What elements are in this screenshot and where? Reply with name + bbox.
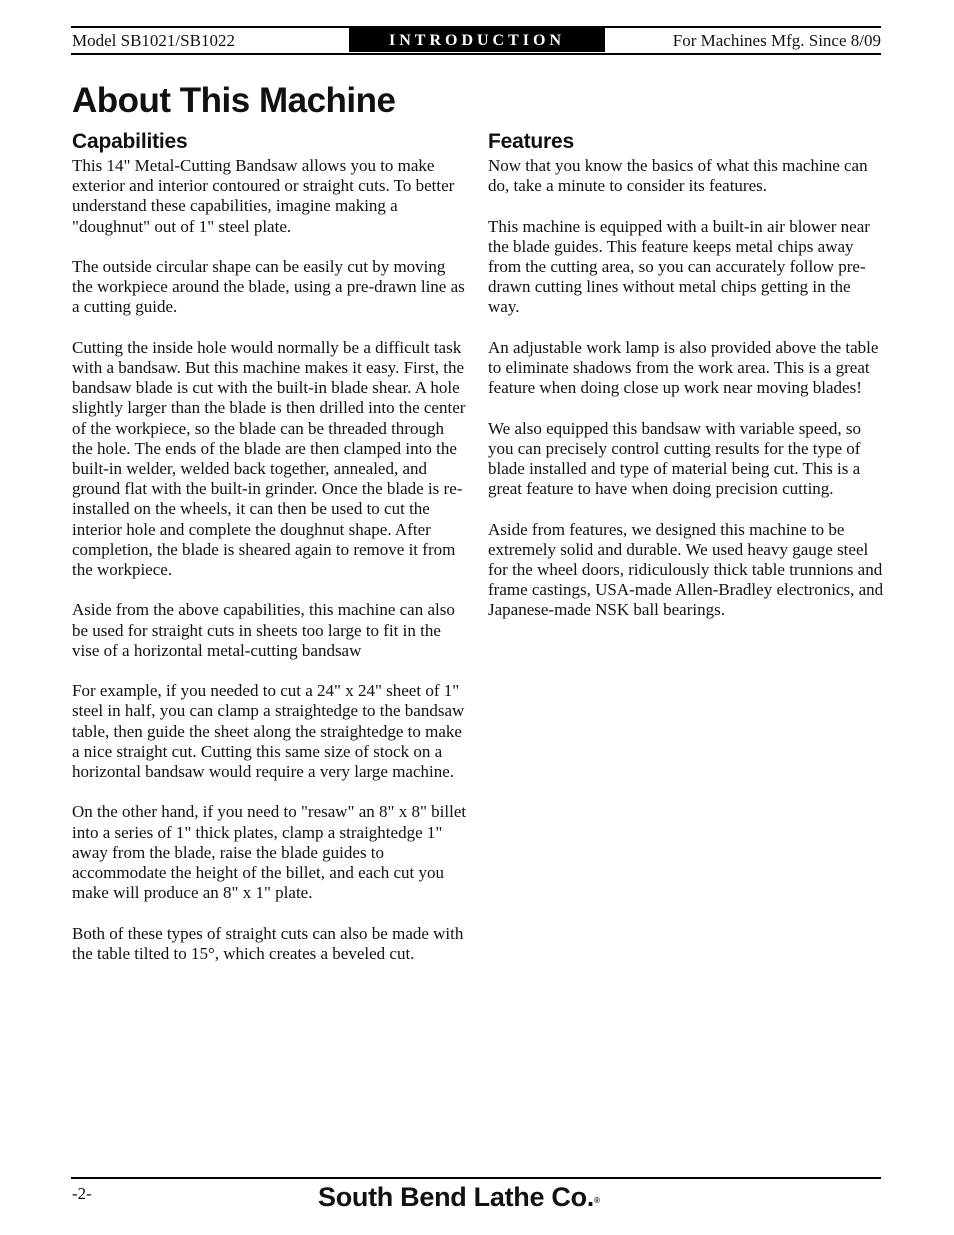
features-paragraph: Aside from features, we designed this machine to be extremely solid and durable. We used heavy gauge steel for the wheel doors, ridiculously thick table trunnions and frame castings, USA-made Allen-Bradley electronics, and Japanese-made NSK ball bearings. [488, 519, 884, 620]
features-paragraph: Now that you know the basics of what this machine can do, take a minute to consider its features. [488, 156, 868, 196]
capabilities-column [72, 128, 468, 964]
header-bottom-rule [71, 53, 881, 55]
features-column [488, 128, 884, 621]
features-paragraph: An adjustable work lamp is also provided above the table to eliminate shadows from the work area. This is a great feature when doing close up work near moving blades! [488, 337, 879, 398]
header-section-badge: INTRODUCTION [349, 28, 605, 52]
capabilities-paragraph: The outside circular shape can be easily cut by moving the workpiece around the blade, using a pre-drawn line as a cutting guide. [72, 257, 465, 317]
capabilities-paragraph: For example, if you needed to cut a 24" x 24" sheet of 1" steel in half, you can clamp a straightedge to the bandsaw table, then guide the sheet along the straightedge to make a nice straight cut. Cutting this same size of stock on a horizontal bandsaw would require a very large machine. [72, 681, 465, 782]
capabilities-paragraph: Cutting the inside hole would normally be a difficult task with a bandsaw. But this machine makes it easy. First, the bandsaw blade is cut with the built-in blade shear. A hole slightly larger than the blade is then drilled into the center of the workpiece, so the blade can be threaded through the hole. The ends of the blade are then clamped into the built-in welder, welded back together, annealed, and ground flat with the built-in grinder. Once the blade is re-installed on the wheels, it can then be used to cut the interior hole and complete the doughnut shape. After completion, the blade is sheared again to remove it from the workpiece. [72, 337, 466, 580]
brand-name: South Bend Lathe Co. [318, 1182, 594, 1212]
capabilities-paragraph: Both of these types of straight cuts can also be made with the table tilted to 15°, which creates a beveled cut. [72, 923, 464, 963]
page-title: About This Machine [72, 81, 396, 120]
registered-mark: ® [593, 1196, 600, 1205]
page-number: -2- [72, 1184, 92, 1203]
capabilities-heading: Capabilities [72, 130, 188, 153]
features-paragraph: This machine is equipped with a built-in air blower near the blade guides. This feature keeps metal chips away from the cutting area, so you can accurately follow pre-drawn cutting lines without metal chips getting in the way. [488, 216, 870, 317]
header-model: Model SB1021/SB1022 [72, 31, 235, 50]
features-paragraph: We also equipped this bandsaw with variable speed, so you can precisely control cutting results for the type of blade installed and type of material being cut. This is a great feature to have when doing precision cutting. [488, 418, 862, 499]
brand-logo [318, 1180, 600, 1214]
header-mfg-date: For Machines Mfg. Since 8/09 [672, 31, 881, 50]
footer-rule [71, 1177, 881, 1179]
capabilities-paragraph: On the other hand, if you need to "resaw" an 8" x 8" billet into a series of 1" thick plates, clamp a straightedge 1" away from the blade, raise the blade guides to accommodate the height of the billet, and each cut you make will produce an 8" x 1" plate. [72, 802, 467, 903]
capabilities-paragraph: This 14" Metal-Cutting Bandsaw allows you to make exterior and interior contoured or straight cuts. To better understand these capabilities, imagine making a "doughnut" out of 1" steel plate. [72, 156, 455, 236]
capabilities-paragraph: Aside from the above capabilities, this machine can also be used for straight cuts in sheets too large to fit in the vise of a horizontal metal-cutting bandsaw [72, 600, 455, 660]
features-heading: Features [488, 130, 574, 153]
